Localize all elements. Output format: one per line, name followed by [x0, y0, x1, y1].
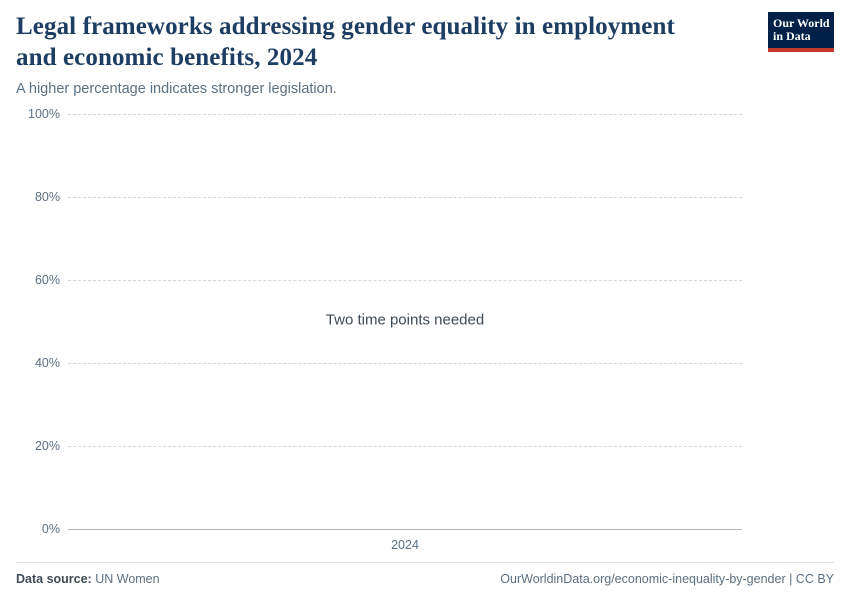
y-axis [16, 104, 68, 536]
chart-header [16, 12, 834, 97]
y-axis-tick: 0% [41, 522, 60, 536]
our-world-in-data-logo[interactable] [768, 12, 834, 52]
y-axis-tick: 60% [34, 273, 60, 287]
data-source-label: Data source: [16, 572, 92, 586]
empty-state-message: Two time points needed [325, 311, 485, 329]
gridline [68, 280, 742, 281]
gridline [68, 363, 742, 364]
y-axis-tick: 20% [34, 439, 60, 453]
chart-subtitle: A higher percentage indicates stronger legislation. [16, 81, 337, 97]
logo-line-1: Our World [773, 15, 830, 30]
gridline [68, 197, 742, 198]
y-axis-tick: 80% [34, 190, 60, 204]
chart-footer [16, 562, 834, 586]
page-title: Legal frameworks addressing gender equality in employment and economic benefits, 2024 [16, 13, 675, 71]
data-source-value[interactable]: UN Women [95, 572, 160, 586]
x-axis-tick: 2024 [391, 538, 419, 552]
grid-area [68, 104, 742, 552]
attribution-link[interactable]: OurWorldinData.org/economic-inequality-by-gender | CC BY [500, 572, 834, 586]
plot-area [16, 104, 834, 552]
gridline [68, 446, 742, 447]
gridline [68, 114, 742, 115]
y-axis-tick: 40% [34, 356, 60, 370]
logo-line-2: in Data [773, 29, 811, 43]
data-source [16, 572, 160, 586]
y-axis-tick: 100% [28, 107, 60, 121]
x-axis-line [68, 529, 742, 530]
